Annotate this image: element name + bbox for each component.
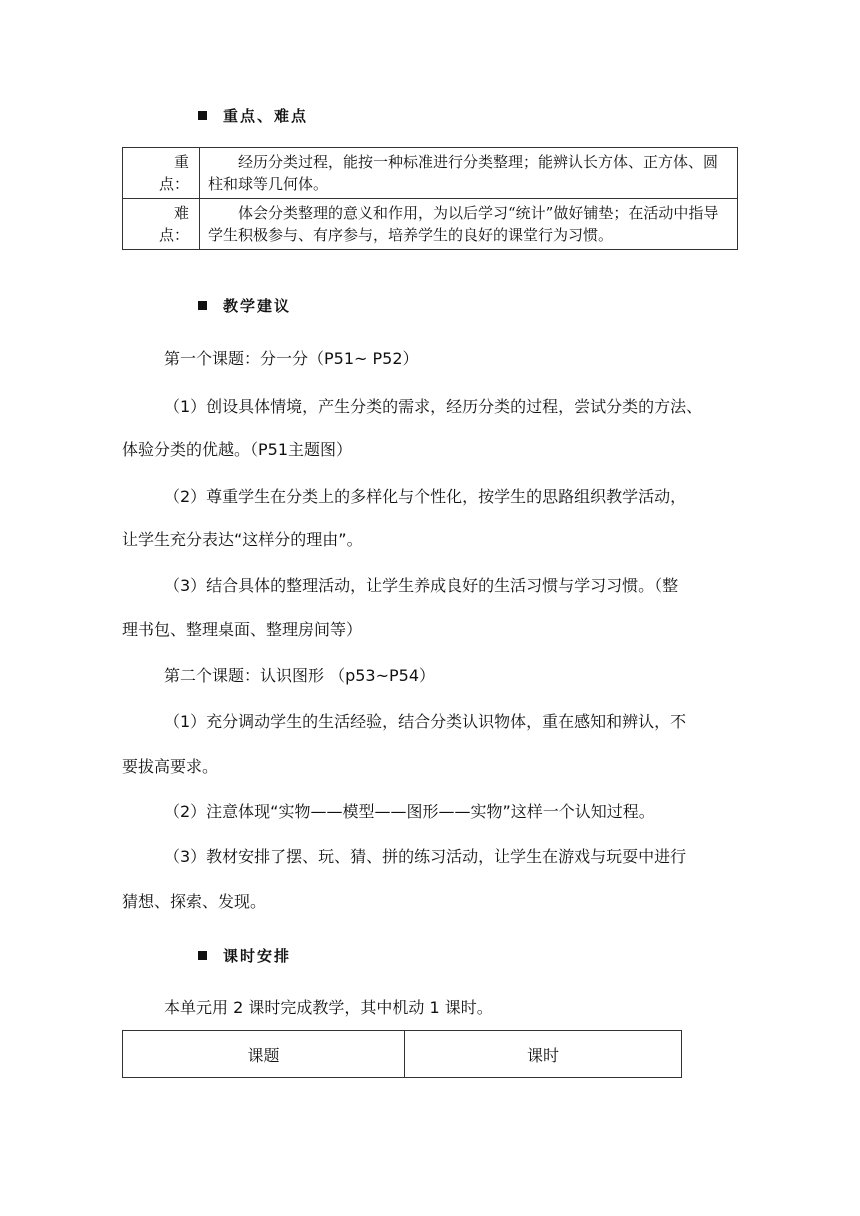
column-header-hours: 课时 (405, 1031, 682, 1078)
table-row (123, 199, 738, 250)
row-text: 体会分类整理的意义和作用，为以后学习“统计”做好铺垫；在活动中指导学生积极参与、有序参与，培养学生的良好的课堂行为习惯。 (200, 199, 738, 250)
suggestion-line: 理书包、整理桌面、整理房间等） (122, 620, 363, 639)
section-heading-suggestions (198, 295, 291, 316)
lesson-title-1: 第一个课题：分一分（P51~ P52） (164, 349, 419, 368)
row-label: 重 点： (123, 148, 200, 199)
table-row (123, 148, 738, 199)
suggestion-line: 要拔高要求。 (122, 757, 219, 776)
suggestion-line: （3）结合具体的整理活动，让学生养成良好的生活习惯与学习习惯。（整 (164, 576, 679, 595)
focus-table (122, 147, 738, 250)
heading-text: 重点、难点 (223, 107, 309, 125)
suggestion-line: 让学生充分表达“这样分的理由”。 (122, 530, 363, 549)
suggestion-line: （2）尊重学生在分类上的多样化与个性化，按学生的思路组织教学活动， (164, 487, 687, 506)
section-heading-focus (198, 105, 308, 126)
section-heading-schedule (198, 945, 291, 966)
suggestion-line: （2）注意体现“实物——模型——图形——实物”这样一个认知过程。 (164, 802, 655, 821)
suggestion-line: 猜想、探索、发现。 (122, 892, 267, 911)
row-text: 经历分类过程，能按一种标准进行分类整理；能辨认长方体、正方体、圆柱和球等几何体。 (200, 148, 738, 199)
lesson-title-2: 第二个课题：认识图形 （p53~P54） (164, 666, 436, 685)
column-header-topic: 课题 (123, 1031, 405, 1078)
suggestion-line: 体验分类的优越。（P51主题图） (122, 440, 353, 459)
suggestion-line: （1）充分调动学生的生活经验，结合分类认识物体，重在感知和辨认，不 (164, 712, 687, 731)
table-header-row (123, 1031, 682, 1078)
schedule-intro: 本单元用 2 课时完成教学，其中机动 1 课时。 (164, 998, 493, 1017)
suggestion-line: （3）教材安排了摆、玩、猜、拼的练习活动，让学生在游戏与玩耍中进行 (164, 847, 687, 866)
square-bullet-icon (198, 951, 207, 960)
square-bullet-icon (198, 111, 207, 120)
heading-text: 课时安排 (223, 947, 292, 965)
suggestion-line: （1）创设具体情境，产生分类的需求，经历分类的过程，尝试分类的方法、 (164, 397, 703, 416)
row-label: 难 点： (123, 199, 200, 250)
heading-text: 教学建议 (223, 297, 292, 315)
square-bullet-icon (198, 301, 207, 310)
schedule-table (122, 1030, 682, 1078)
